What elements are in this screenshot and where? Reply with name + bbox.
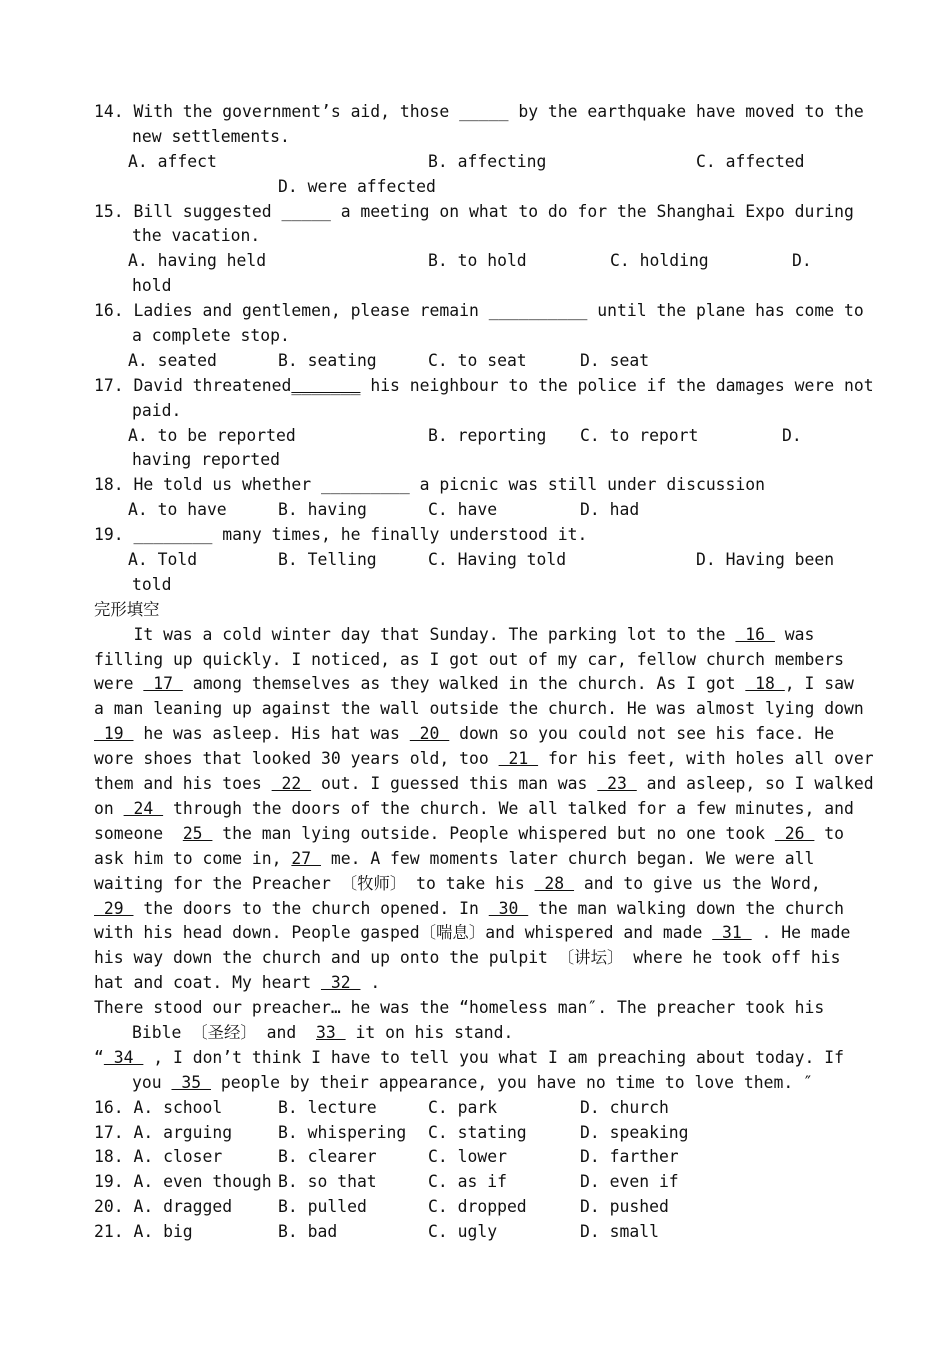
option-a: 18. A. closer (94, 1147, 223, 1167)
option-d: D. Having been (696, 550, 835, 570)
blank-18: 18 (745, 674, 785, 694)
blank-22: 22 (271, 774, 312, 794)
text: the doors to the church opened. In (133, 898, 489, 918)
text: with his head down. People gasped (94, 923, 420, 943)
text: out. I guessed this man was (311, 774, 598, 794)
option-b: B. to hold (428, 251, 527, 271)
option-c: C. ugly (428, 1222, 498, 1242)
option-c: C. dropped (428, 1197, 527, 1217)
blank-25: 25 (182, 823, 213, 843)
option-b: B. clearer (278, 1147, 377, 1167)
text: his way down the church and up onto the pulpit (94, 948, 558, 968)
blank-24: 24 (123, 798, 164, 818)
option-c: C. to seat (428, 350, 527, 370)
text: for his feet, with holes all over (538, 749, 874, 769)
passage-line (94, 946, 874, 971)
blank-20: 20 (409, 724, 450, 744)
text: Bible (132, 1022, 192, 1042)
text: it on his stand. (345, 1022, 514, 1042)
option-d: D. farther (580, 1147, 679, 1167)
stem-text: 17. David threatened (94, 375, 292, 395)
option-a: 21. A. big (94, 1222, 193, 1242)
option-b: B. having (278, 500, 367, 520)
option-c: C. park (428, 1097, 498, 1117)
blank-26: 26 (774, 823, 815, 843)
blank-31: 31 (712, 923, 752, 943)
passage-line (94, 872, 874, 897)
option-a: 20. A. dragged (94, 1197, 233, 1217)
option-c: C. affected (696, 151, 805, 171)
option-d: D. speaking (580, 1122, 689, 1142)
passage-line (94, 1021, 874, 1046)
passage-line: There stood our preacher… he was the “homeless man″. The preacher took his (94, 998, 825, 1018)
text: down so you could not see his face. He (449, 724, 835, 744)
gloss: 〔圣经〕 (191, 1022, 257, 1042)
passage-line (94, 648, 874, 673)
option-c: C. have (428, 500, 498, 520)
text: and whispered and made (485, 923, 713, 943)
option-a: A. Told (128, 550, 198, 570)
text: and asleep, so I walked (636, 774, 874, 794)
text: . (360, 973, 381, 993)
passage-line (94, 722, 874, 747)
option-a: 19. A. even though (94, 1172, 272, 1192)
option-b: B. so that (278, 1172, 377, 1192)
document-page (94, 100, 874, 1245)
text: the man walking down the church (528, 898, 844, 918)
option-a: A. to be reported (128, 425, 296, 445)
text: wore shoes that looked 30 years old, too (94, 749, 499, 769)
answer-row-20 (94, 1195, 874, 1220)
text: where he took off his (623, 948, 841, 968)
text: were (94, 674, 144, 694)
option-b: B. seating (278, 350, 377, 370)
option-a: A. to have (128, 500, 227, 520)
question-19-options (94, 548, 874, 573)
passage-line (94, 697, 874, 722)
blank-35: 35 (171, 1072, 211, 1092)
passage-line (94, 897, 874, 922)
question-17-stem (94, 374, 874, 399)
text: . He made (751, 923, 851, 943)
option-b: B. bad (278, 1222, 338, 1242)
text: to (814, 823, 844, 843)
gloss: 〔牧师〕 (340, 873, 407, 893)
stem-text: his neighbour to the police if the damages were not (360, 375, 874, 395)
passage-line (94, 623, 874, 648)
option-c: C. holding (610, 251, 709, 271)
text: he was asleep. His hat was (133, 724, 410, 744)
question-15-options (94, 249, 874, 274)
question-14-stem: 14. With the government’s aid, those _____ by the earthquake have moved to the (94, 102, 864, 121)
option-a: 17. A. arguing (94, 1122, 233, 1142)
text: them and his toes (94, 774, 272, 794)
option-d: D. (792, 251, 812, 271)
answer-row-21 (94, 1220, 874, 1245)
question-14-options-cont (94, 175, 874, 200)
gloss: 〔喘息〕 (419, 923, 486, 943)
blank-27: 27 (291, 848, 321, 868)
text: people by their appearance, you have no time to love them. ″ (210, 1072, 813, 1092)
text: on (94, 798, 124, 818)
text: among themselves as they walked in the church. As I got (182, 674, 746, 694)
text: and (256, 1022, 316, 1042)
option-d: D. pushed (580, 1197, 669, 1217)
text: filling up quickly. I noticed, as I got out of my car, fellow church members (94, 649, 844, 669)
text: someone (94, 823, 183, 843)
text: me. A few moments later church began. We were all (320, 848, 815, 868)
question-18-stem: 18. He told us whether _________ a picnic was still under discussion (94, 475, 766, 495)
question-14-stem-cont: new settlements. (132, 126, 290, 146)
option-a: A. seated (128, 350, 217, 370)
option-b: B. whispering (278, 1122, 407, 1142)
question-15-option-d-text: hold (132, 276, 172, 296)
blank-23: 23 (597, 774, 637, 794)
option-b: B. Telling (278, 550, 377, 570)
question-16-stem: 16. Ladies and gentlemen, please remain __________ until the plane has come to (94, 301, 864, 321)
option-d: D. small (580, 1222, 659, 1242)
question-16-options (94, 349, 874, 374)
text: and to give us the Word, (574, 873, 821, 893)
question-17-options (94, 424, 874, 449)
passage-line (94, 822, 874, 847)
blank-33: 33 (316, 1022, 346, 1042)
gloss: 〔讲坛〕 (557, 948, 624, 968)
option-a: A. affect (128, 151, 217, 171)
question-14-options (94, 150, 874, 175)
passage-line (94, 921, 874, 946)
passage-line (94, 772, 874, 797)
blank-34: 34 (103, 1047, 144, 1067)
passage-line (94, 847, 874, 872)
passage-line (94, 971, 874, 996)
text: the man lying outside. People whispered but no one took (212, 823, 775, 843)
passage-line (94, 747, 874, 772)
option-b: B. pulled (278, 1197, 367, 1217)
option-c: C. as if (428, 1172, 507, 1192)
answer-row-18 (94, 1145, 874, 1170)
question-15-stem-cont: the vacation. (132, 226, 261, 246)
question-17-option-d-text: having reported (132, 450, 281, 470)
answer-row-16 (94, 1096, 874, 1121)
blank-17: 17 (143, 674, 183, 694)
text: “ (94, 1047, 104, 1067)
question-17-stem-cont: paid. (132, 400, 182, 420)
text: , I don’t think I have to tell you what I am preaching about today. If (143, 1047, 844, 1067)
question-19-stem: 19. ________ many times, he finally understood it. (94, 525, 588, 545)
text: waiting for the Preacher (94, 873, 341, 893)
option-c: C. lower (428, 1147, 507, 1167)
option-a: 16. A. school (94, 1097, 223, 1117)
text: was (774, 624, 815, 644)
option-c: C. stating (428, 1122, 527, 1142)
passage-line (94, 797, 874, 822)
option-d: D. even if (580, 1172, 679, 1192)
text: a man leaning up against the wall outside the church. He was almost lying down (94, 699, 864, 719)
blank-21: 21 (498, 749, 539, 769)
blank-16: 16 (735, 624, 775, 644)
passage-line (94, 1071, 874, 1096)
option-d: D. were affected (278, 176, 436, 196)
blank-30: 30 (488, 898, 529, 918)
option-d: D. (782, 425, 802, 445)
section-title: 完形填空 (94, 599, 160, 619)
option-a: A. having held (128, 251, 267, 271)
option-d: D. seat (580, 350, 650, 370)
question-16-stem-cont: a complete stop. (132, 326, 290, 346)
blank-29: 29 (94, 898, 134, 918)
question-18-options (94, 498, 874, 523)
text: you (132, 1072, 172, 1092)
option-b: B. lecture (278, 1097, 377, 1117)
text: , I saw (784, 674, 854, 694)
text: to take his (406, 873, 535, 893)
passage-line (94, 1046, 874, 1071)
blank-32: 32 (320, 973, 361, 993)
answer-row-19 (94, 1170, 874, 1195)
answer-blank: _______ (291, 375, 361, 395)
text: hat and coat. My heart (94, 973, 321, 993)
text: ask him to come in, (94, 848, 292, 868)
option-c: C. Having told (428, 550, 567, 570)
text: through the doors of the church. We all talked for a few minutes, and (163, 798, 854, 818)
blank-28: 28 (534, 873, 575, 893)
option-d: D. had (580, 500, 640, 520)
option-b: B. affecting (428, 151, 547, 171)
passage-line (94, 672, 874, 697)
question-19-option-d-text: told (132, 574, 172, 594)
text: It was a cold winter day that Sunday. The parking lot to the (94, 624, 736, 644)
blank-19: 19 (94, 724, 134, 744)
option-b: B. reporting (428, 425, 547, 445)
question-15-stem: 15. Bill suggested _____ a meeting on what to do for the Shanghai Expo during (94, 201, 854, 221)
option-d: D. church (580, 1097, 669, 1117)
option-c: C. to report (580, 425, 699, 445)
answer-row-17 (94, 1121, 874, 1146)
